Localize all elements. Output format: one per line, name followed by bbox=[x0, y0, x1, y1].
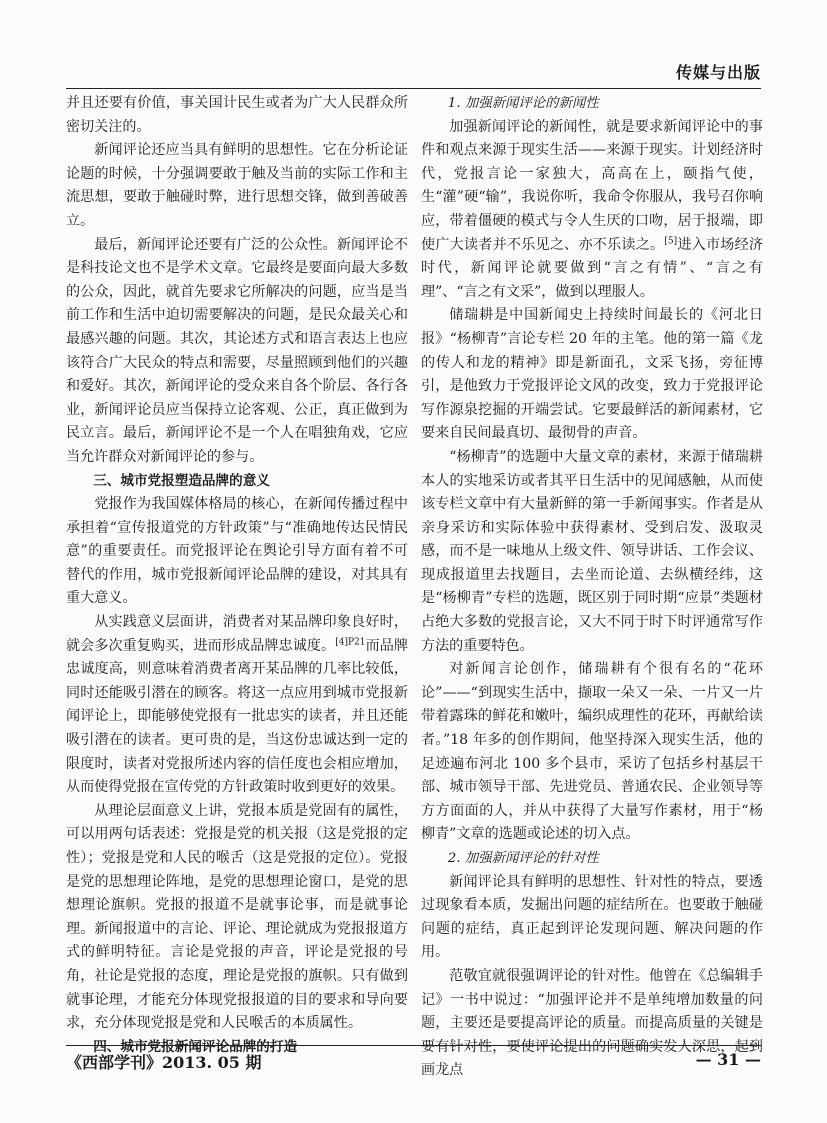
paragraph-text: 对新闻言论创作，储瑞耕有个很有名的“花环论”——“到现实生活中，撷取一朵又一朵、一片又一片带着露珠的鲜花和嫩叶，编织成理性的花环，再献给读者。”18 年多的创作期间，他坚持深入现实生活，他的足迹遍布河北 100 多个县市，采访了包括乡村基层干部、城市领导干部、先进党员、普通农民、企业领导等方方面面的人，并从中获得了大量写作素材，用于“杨柳青”文章的选题或论述的切入点。 bbox=[421, 661, 763, 843]
right-column bbox=[421, 92, 763, 1083]
paragraph-text: 党报作为我国媒体格局的核心，在新闻传播过程中承担着“宣传报道党的方针政策”与“准确地传达民情民意”的重要责任。而党报评论在舆论引导方面有着不可替代的作用，城市党报新闻评论品牌的建设，对其具有重大意义。 bbox=[66, 496, 408, 607]
paragraph-text: 范敬宜就很强调评论的针对性。他曾在《总编辑手记》一书中说过：“加强评论并不是单纯增加数量的问题，主要还是要提高评论的质量。而提高质量的关键是要有针对性，要使评论提出的问题确实发人深思，起到画龙点 bbox=[421, 967, 763, 1079]
paragraph-text: 三、城市党报塑造品牌的意义 bbox=[93, 472, 270, 489]
paragraph-text: 从实践意义层面讲，消费者对某品牌印象良好时，就会多次重复购买，进而形成品牌忠诚度。 bbox=[66, 614, 408, 654]
paragraph-text: 最后，新闻评论还要有广泛的公众性。新闻评论不是科技论文也不是学术文章。它最终是要面向最大多数的公众，因此，就首先要求它所解决的问题，应当是当前工作和生活中迫切需要解决的问题，是民众最关心和最感兴趣的问题。其次，其论述方式和语言表达上也应该符合广大民众的特点和需要，尽量照顾到他们的兴趣和爱好。其次，新闻评论的受众来自各个阶层、各行各业，新闻评论员应当保持立论客观、公正，真正做到为民立言。最后，新闻评论不是一个人在唱独角戏，它应当允许群众对新闻评论的参与。 bbox=[66, 236, 408, 465]
journal-issue: 《西部学刊》2013. 05 期 bbox=[66, 1053, 262, 1072]
paragraph-text: 从理论层面意义上讲，党报本质是党固有的属性，可以用两句话表述：党报是党的机关报（这是党报的定性）；党报是党和人民的喉舌（这是党报的定位）。党报是党的思想理论阵地，是党的思想理论窗口，是党的思想理论旗帜。党报的报道不是就事论事，而是就事论理。新闻报道中的言论、评论、理论就成为党报报道方式的鲜明特征。言论是党报的声音，评论是党报的号角，社论是党报的态度，理论是党报的旗帜。只有做到就事论理，才能充分体现党报报道的目的要求和导向要求，充分体现党报是党和人民喉舌的本质属性。 bbox=[66, 802, 408, 1032]
citation-marker: [4]P21 bbox=[335, 636, 366, 647]
section-title: 传媒与出版 bbox=[675, 63, 761, 82]
paragraph bbox=[421, 446, 763, 658]
paragraph bbox=[66, 234, 408, 470]
left-column bbox=[66, 92, 408, 1059]
running-header bbox=[66, 58, 761, 89]
paragraph-text: 1. 加强新闻评论的新闻性 bbox=[447, 96, 599, 111]
citation-marker: [5] bbox=[664, 235, 678, 246]
paragraph-text: 新闻评论还应当具有鲜明的思想性。它在分析论证论题的时候，十分强调要敢于触及当前的实际工作和主流思想，要敢于触碰时弊，进行思想交锋，做到善破善立。 bbox=[66, 142, 408, 229]
paragraph-text: 四、城市党报新闻评论品牌的打造 bbox=[93, 1038, 298, 1055]
paragraph-text: 新闻评论具有鲜明的思想性、针对性的特点，要透过现象看本质，发掘出问题的症结所在。也要敢于触碰问题的症结，真正起到评论发现问题、解决问题的作用。 bbox=[421, 873, 763, 961]
section-heading bbox=[421, 847, 763, 871]
paragraph bbox=[421, 304, 763, 446]
paragraph bbox=[66, 611, 408, 800]
paragraph-text: 储瑞耕是中国新闻史上持续时间最长的《河北日报》“杨柳青”言论专栏 20 年的主笔。他的第一篇《龙的传人和龙的精神》即是新面孔，文采飞扬，旁征博引，是他致力于党报评论文风的改变，致力于党报评论写作源泉挖掘的开端尝试。它要最鲜活的新闻素材，它要来自民间最真切、最彻骨的声音。 bbox=[421, 307, 763, 442]
section-heading bbox=[421, 92, 763, 116]
paragraph bbox=[66, 139, 408, 233]
paragraph-text: 进入市场经济时代，新闻评论就要做到“言之有情”、“言之有理”、“言之有文采”，做到以理服人。 bbox=[421, 236, 764, 300]
paragraph bbox=[421, 871, 763, 965]
paragraph-text: “杨柳青”的选题中大量文章的素材，来源于储瑞耕本人的实地采访或者其平日生活中的见闻感触，从而使该专栏文章中有大量新鲜的第一手新闻事实。作者是从亲身采访和实际体验中获得素材、受到启发、汲取灵感，而不是一味地从上级文件、领导讲话、工作会议、现成报道里去找题目，去坐而论道、去纵横经纬，这是“杨柳青”专栏的选题，既区别于同时期“应景”类题材占绝大多数的党报言论，又大不同于时下时评通常写作方法的重要特色。 bbox=[421, 448, 763, 654]
paragraph-text: 而品牌忠诚度高，则意味着消费者离开某品牌的几率比较低，同时还能吸引潜在的顾客。将这一点应用到城市党报新闻评论上，即能够使党报有一批忠实的读者，并且还能吸引潜在的读者。更可贵的是，当这份忠诚达到一定的限度时，读者对党报所述内容的信任度也会相应增加，从而使得党报在宣传党的方针政策时收到更好的效果。 bbox=[66, 637, 409, 796]
paragraph bbox=[421, 116, 763, 305]
paragraph bbox=[421, 658, 763, 847]
paragraph-text: 2. 加强新闻评论的针对性 bbox=[447, 851, 599, 866]
page-number: — 31 — bbox=[695, 1050, 761, 1069]
paragraph-text: 并且还要有价值，事关国计民生或者为广大人民群众所密切关注的。 bbox=[66, 95, 408, 135]
paragraph bbox=[66, 493, 408, 611]
running-footer bbox=[66, 1045, 761, 1074]
paragraph-text: 加强新闻评论的新闻性，就是要求新闻评论中的事件和观点来源于现实生活——来源于现实。计划经济时代，党报言论一家独大，高高在上，颐指气使，生“灌”硬“输”，我说你听，我命令你服从，我号召你响应，带着僵硬的模式与令人生厌的口吻，居于报端，即使广大读者并不乐见之、亦不乐读之。 bbox=[421, 118, 763, 253]
paragraph bbox=[66, 800, 408, 1036]
paragraph bbox=[66, 92, 408, 139]
section-heading bbox=[66, 470, 408, 494]
